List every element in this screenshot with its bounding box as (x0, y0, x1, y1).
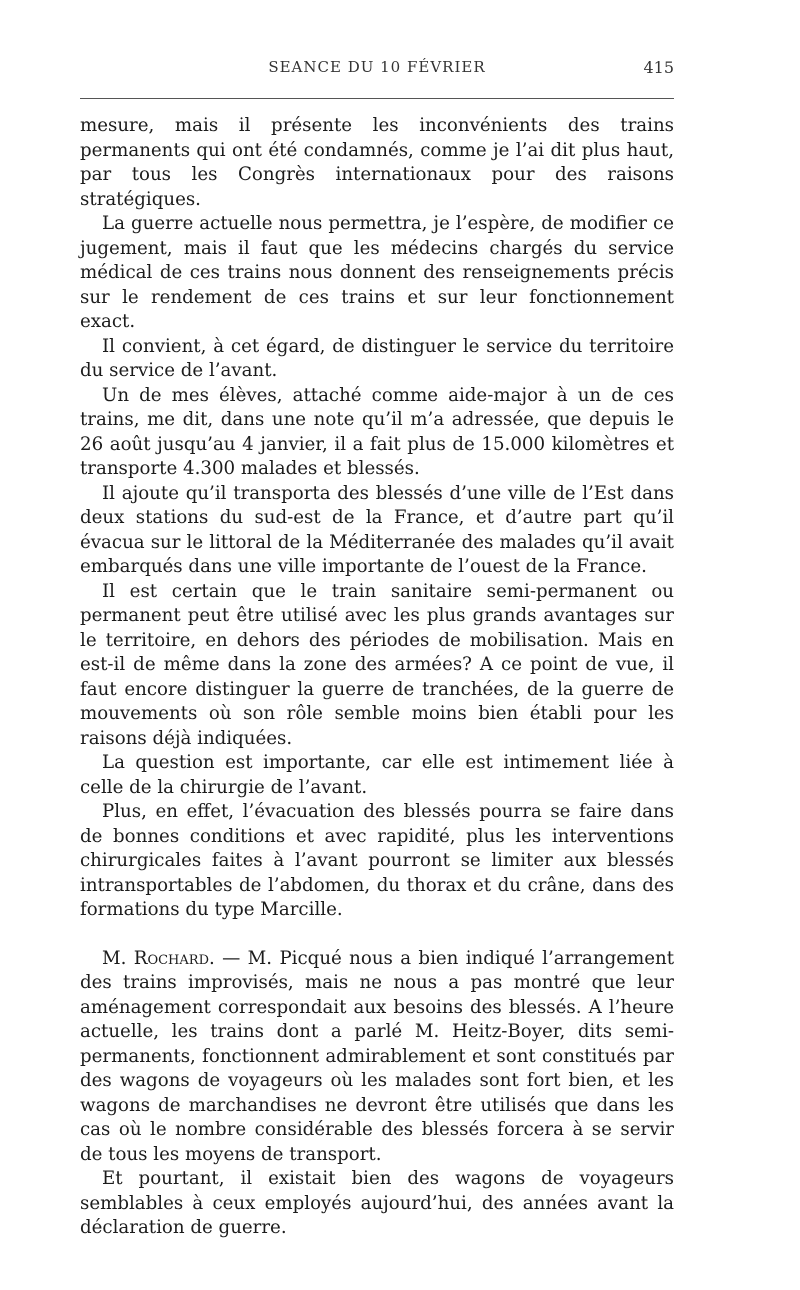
speaker-name: M. Rochard. (102, 947, 215, 969)
page-number: 415 (643, 58, 674, 77)
paragraph: Il convient, à cet égard, de distinguer le service du territoire du service de l’avant. (80, 335, 674, 381)
running-title: SEANCE DU 10 FÉVRIER (268, 58, 486, 76)
paragraph: Il est certain que le train sanitaire semi-permanent ou permanent peut être utilisé avec les plus grands avantages sur le territoire, en dehors des périodes de mobilisation. Mais en est-il de même dans la zone des armées? A ce point de vue, il faut encore distinguer la guerre de tranchées, de la guerre de mouvements où son rôle semble moins bien établi pour les raisons déjà indiquées. (80, 580, 674, 749)
paragraph: La question est importante, car elle est intimement liée à celle de la chirurgie de l’avant. (80, 752, 674, 798)
header-rule (80, 98, 674, 99)
paragraph: Plus, en effet, l’évacuation des blessés pourra se faire dans de bonnes conditions et avec rapidité, plus les interventions chirurgicales faites à l’avant pourront se limiter aux blessés intransportables de l’abdomen, du thorax et du crâne, dans des formations du type Marcille. (80, 801, 674, 920)
closing-paragraph: Et pourtant, il existait bien des wagons de voyageurs semblables à ceux employés aujourd’hui, des années avant la déclaration de guerre. (80, 1168, 674, 1238)
paragraph: Il ajoute qu’il transporta des blessés d’une ville de l’Est dans deux stations du sud-est de la France, et d’autre part qu’il évacua sur le littoral de la Méditerranée des malades qu’il avait embarqués dans une ville importante de l’ouest de la France. (80, 482, 674, 577)
body-text (80, 114, 674, 1241)
paragraph: La guerre actuelle nous permettra, je l’espère, de modifier ce jugement, mais il faut que les médecins chargés du service médical de ces trains nous donnent des renseignements précis sur le rendement de ces trains et sur leur fonctionnement exact. (80, 213, 674, 332)
paragraph: Un de mes élèves, attaché comme aide-major à un de ces trains, me dit, dans une note qu’il m’a adressée, que depuis le 26 août jusqu’au 4 janvier, il a fait plus de 15.000 kilomètres et transporte 4.300 malades et blessés. (80, 384, 674, 479)
speaker-text: — M. Picqué nous a bien indiqué l’arrangement des trains improvisés, mais ne nous a pas montré que leur aménagement correspondait aux besoins des blessés. A l’heure actuelle, les trains dont a parlé M. Heitz-Boyer, dits semi-permanents, fonctionnent admirablement et sont constitués par des wagons de voyageurs où les malades sont fort bien, et les wagons de marchandises ne devront être utilisés que dans les cas où le nombre considérable des blessés forcera à se servir de tous les moyens de transport. (80, 947, 675, 1165)
speaker-paragraph (80, 947, 674, 1168)
page-header (80, 58, 674, 86)
paragraph-continued: mesure, mais il présente les inconvénients des trains permanents qui ont été condamnés, comme je l’ai dit plus haut, par tous les Congrès internationaux pour des raisons stratégiques. (80, 115, 674, 210)
